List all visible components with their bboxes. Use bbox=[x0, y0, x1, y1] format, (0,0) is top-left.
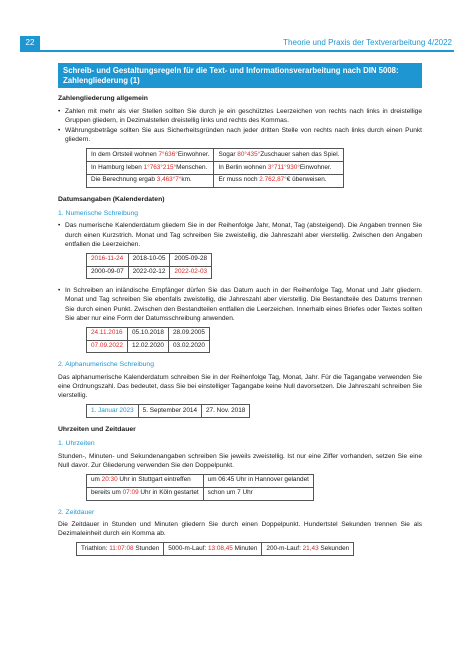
cell-text: In dem Ortsteil wohnen bbox=[91, 150, 159, 158]
dauer-text: Die Zeitdauer in Stunden und Minuten gliedern Sie durch einen Doppelpunkt. Hundertstel Sekunden trennen Sie als Dezimaleinheit durch ein Komma ab. bbox=[58, 520, 422, 537]
running-title: Theorie und Praxis der Textverarbeitung 4/2022 bbox=[283, 38, 452, 47]
table-cell bbox=[170, 266, 212, 279]
table-cell bbox=[169, 327, 210, 340]
numeric-bullets bbox=[58, 221, 422, 248]
highlight-value: 80°435° bbox=[237, 150, 261, 158]
highlight-value: 20:30 bbox=[101, 476, 118, 484]
cell-text: bereits um bbox=[91, 489, 123, 497]
table-cell bbox=[262, 543, 354, 556]
table-cell bbox=[77, 543, 164, 556]
highlight-value: 07.09.2022 bbox=[91, 342, 123, 350]
cell-text: Einwohner. bbox=[177, 150, 210, 158]
cell-text: In Hamburg leben bbox=[91, 163, 144, 171]
table-row bbox=[87, 266, 212, 279]
table-row bbox=[87, 405, 250, 418]
highlight-value: 21,43 bbox=[302, 544, 319, 552]
date-numeric-table bbox=[86, 253, 212, 280]
cell-text: Uhr in Köln gestartet bbox=[138, 489, 199, 497]
highlight-value: 11:07:08 bbox=[109, 544, 134, 552]
table-cell bbox=[203, 487, 313, 500]
table-cell bbox=[87, 266, 129, 279]
cell-text: Sekunden bbox=[318, 544, 350, 552]
table-cell bbox=[128, 327, 169, 340]
cell-text: 200-m-Lauf: bbox=[266, 544, 303, 552]
highlight-value: 1. Januar 2023 bbox=[91, 406, 134, 414]
zeit-heading: Uhrzeiten und Zeitdauer bbox=[58, 425, 136, 433]
list-item: • Währungsbeträge sollten Sie aus Sicherheitsgründen nach jeder dritten Stelle von rechts nach links durch einen Punkt gliedern. bbox=[58, 126, 422, 144]
table-cell bbox=[214, 162, 344, 175]
cell-text: Zuschauer sahen das Spiel. bbox=[260, 150, 340, 158]
table-cell bbox=[202, 405, 250, 418]
date-alpha-table bbox=[86, 404, 250, 418]
cell-text: 03.02.2020 bbox=[173, 342, 205, 350]
dauer-example-table bbox=[76, 542, 354, 556]
cell-text: Uhr in Stuttgart eintreffen bbox=[117, 476, 191, 484]
table-cell bbox=[203, 474, 313, 487]
table-cell bbox=[87, 405, 139, 418]
list-item: • Zahlen mit mehr als vier Stellen sollten Sie durch je ein geschütztes Leerzeichen von rechts nach links in dreistellige Gruppen gliedern, in Dezimalstellen dreistellig links und rechts des Kommas. bbox=[58, 107, 422, 125]
table-cell bbox=[170, 253, 212, 266]
cell-text: um bbox=[91, 476, 102, 484]
table-cell bbox=[169, 340, 210, 353]
datum-heading: Datumsangaben (Kalenderdaten) bbox=[58, 195, 165, 203]
highlight-value: 13:08,45 bbox=[207, 544, 233, 552]
uhr-text: Stunden-, Minuten- und Sekundenangaben schreiben Sie jeweils zweistellig. Ist nur eine Ziffer vorhanden, setzen Sie eine Null davor. Zur Gliederung verwenden Sie den Doppelpunkt. bbox=[58, 452, 422, 469]
section-title: Schreib- und Gestaltungsregeln für die Text- und Informationsverarbeitung nach DIN 5008: Zahlengliederung (1) bbox=[58, 63, 422, 88]
list-item: • Das numerische Kalenderdatum gliedern Sie in der Reihenfolge Jahr, Monat, Tag (absteigend). Die Angaben trennen Sie durch einen Kurzstrich. Monat und Tag schreiben Sie zweistellig, die Jahreszahl aber vierstellig. Zwischen den Angaben entfallen die Leerzeichen. bbox=[58, 221, 422, 248]
highlight-value: 2016-11-24 bbox=[91, 255, 124, 263]
table-row bbox=[87, 253, 212, 266]
cell-text: 27. Nov. 2018 bbox=[206, 406, 246, 414]
table-cell bbox=[87, 340, 128, 353]
cell-text: 5. September 2014 bbox=[142, 406, 197, 414]
cell-text: schon um 7 Uhr bbox=[207, 489, 253, 497]
table-cell bbox=[128, 253, 170, 266]
table-row bbox=[87, 149, 344, 162]
date-inland-table bbox=[86, 327, 210, 354]
table-cell bbox=[87, 253, 129, 266]
zahlen-example-table bbox=[86, 148, 344, 187]
table-cell bbox=[87, 474, 204, 487]
cell-text: Die Berechnung ergab bbox=[91, 176, 157, 184]
table-cell bbox=[214, 149, 344, 162]
cell-text: Stunden bbox=[133, 544, 160, 552]
cell-text: Einwohner. bbox=[299, 163, 332, 171]
highlight-value: 24.11.2016 bbox=[91, 329, 123, 337]
highlight-value: 3,463°7° bbox=[156, 176, 182, 184]
numeric-heading: 1. Numerische Schreibung bbox=[58, 210, 139, 218]
highlight-value: 2022-02-03 bbox=[174, 268, 208, 276]
highlight-value: 07:09 bbox=[122, 489, 139, 497]
uhr-heading: 1. Uhrzeiten bbox=[58, 440, 95, 448]
page-content bbox=[58, 63, 422, 563]
table-row bbox=[87, 474, 314, 487]
table-cell bbox=[87, 487, 204, 500]
table-cell bbox=[128, 340, 169, 353]
table-cell bbox=[87, 149, 214, 162]
zahlen-heading: Zahlengliederung allgemein bbox=[58, 95, 148, 103]
page-header bbox=[0, 0, 474, 56]
header-rule bbox=[20, 50, 454, 52]
cell-text: 2000-09-07 bbox=[91, 268, 124, 276]
table-cell bbox=[87, 162, 214, 175]
highlight-value: 7°636° bbox=[158, 150, 178, 158]
cell-text: um 06:45 Uhr in Hannover gelandet bbox=[207, 476, 309, 484]
highlight-value: 3°711°930° bbox=[267, 163, 300, 171]
uhr-example-table bbox=[86, 474, 314, 501]
cell-text: 2022-02-12 bbox=[132, 268, 166, 276]
table-row bbox=[87, 487, 314, 500]
table-cell bbox=[87, 327, 128, 340]
cell-text: Menschen. bbox=[176, 163, 208, 171]
table-row bbox=[87, 340, 210, 353]
inland-bullets bbox=[58, 286, 422, 322]
highlight-value: 1°763°215° bbox=[143, 163, 177, 171]
cell-text: 05.10.2018 bbox=[132, 329, 164, 337]
cell-text: km. bbox=[181, 176, 192, 184]
cell-text: € überweisen. bbox=[286, 176, 327, 184]
alpha-text: Das alphanumerische Kalenderdatum schreiben Sie in der Reihenfolge Tag, Monat, Jahr. Für die Tagangabe verwenden Sie eine Ordnungszahl. Das bedeutet, dass Sie bei einstelliger Tagangabe keine Null davorsetzen. Die Jahreszahl schreiben Sie vierstellig. bbox=[58, 373, 422, 399]
cell-text: 28.09.2005 bbox=[173, 329, 205, 337]
list-item: • In Schreiben an inländische Empfänger dürfen Sie das Datum auch in der Reihenfolge Tag, Monat und Jahr gliedern. Monat und Tag schreiben Sie ebenfalls zweistellig, die Jahreszahl aber vierstellig. Die Bestandteile des Datums trennen Sie durch einen Punkt. Zwischen den Bestandteilen entfallen die Leerzeichen. Innerhalb eines Briefes oder Textes sollten Sie aber nur eine Form der Datumsschreibung anwenden. bbox=[58, 286, 422, 322]
table-cell bbox=[214, 174, 344, 187]
alpha-heading: 2. Alphanumerische Schreibung bbox=[58, 361, 154, 369]
cell-text: 2018-10-05 bbox=[132, 255, 166, 263]
cell-text: In Berlin wohnen bbox=[218, 163, 268, 171]
highlight-value: 2.762,87° bbox=[259, 176, 287, 184]
cell-text: Sogar bbox=[218, 150, 238, 158]
table-row bbox=[87, 327, 210, 340]
table-row bbox=[87, 162, 344, 175]
cell-text: Triathlon: bbox=[81, 544, 110, 552]
table-cell bbox=[128, 266, 170, 279]
page-number: 22 bbox=[20, 36, 40, 50]
table-cell bbox=[87, 174, 214, 187]
cell-text: Er muss noch bbox=[218, 176, 260, 184]
table-row bbox=[77, 543, 354, 556]
table-row bbox=[87, 174, 344, 187]
table-cell bbox=[164, 543, 262, 556]
cell-text: 12.02.2020 bbox=[132, 342, 164, 350]
cell-text: 5000-m-Lauf: bbox=[168, 544, 208, 552]
cell-text: 2005-09-28 bbox=[174, 255, 208, 263]
zahlen-bullets bbox=[58, 107, 422, 144]
table-cell bbox=[138, 405, 201, 418]
dauer-heading: 2. Zeitdauer bbox=[58, 508, 95, 516]
cell-text: Minuten bbox=[232, 544, 258, 552]
